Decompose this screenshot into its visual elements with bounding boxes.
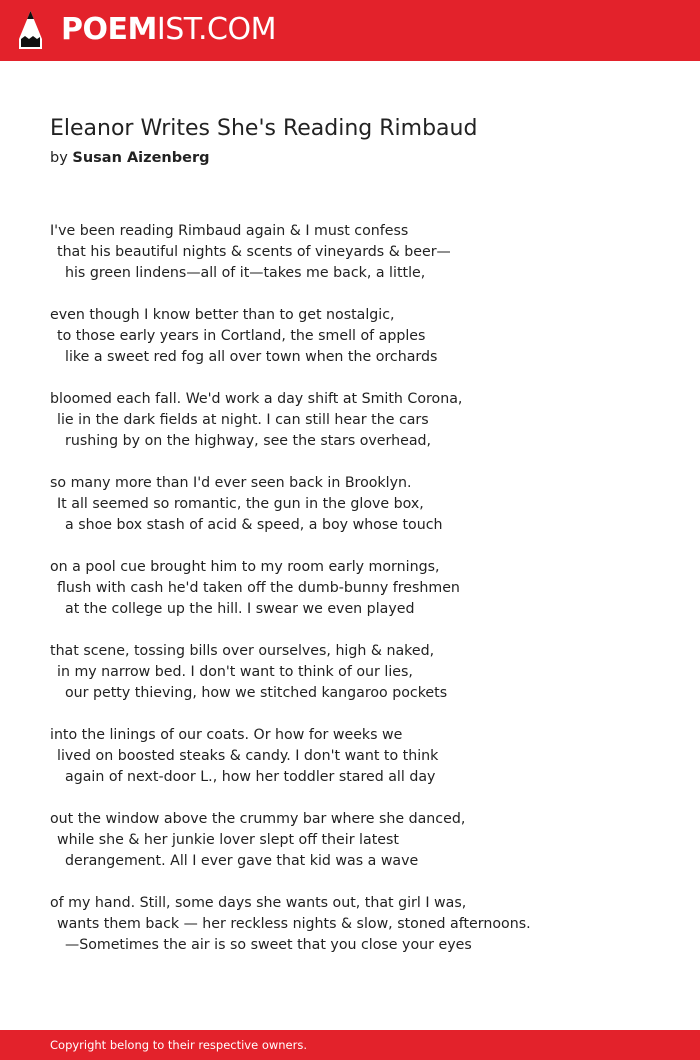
- byline-prefix: by: [50, 150, 68, 166]
- poem-line: to those early years in Cortland, the smell of apples: [57, 328, 426, 344]
- poem-title: Eleanor Writes She's Reading Rimbaud: [50, 116, 478, 141]
- stanza: [50, 893, 670, 956]
- poem-line: flush with cash he'd taken off the dumb-bunny freshmen: [57, 580, 460, 596]
- stanza: [50, 221, 670, 284]
- poem-line: while she & her junkie lover slept off their latest: [57, 832, 399, 848]
- poem-line: derangement. All I ever gave that kid was a wave: [65, 853, 419, 869]
- stanza: [50, 389, 670, 452]
- poem-line: his green lindens—all of it—takes me back, a little,: [65, 265, 426, 281]
- poem-line: of my hand. Still, some days she wants out, that girl I was,: [50, 895, 467, 911]
- poem-line: wants them back — her reckless nights & slow, stoned afternoons.: [57, 916, 531, 932]
- site-logo[interactable]: [61, 10, 276, 50]
- stanza: [50, 557, 670, 620]
- brand-rest-text: IST.COM: [156, 12, 276, 47]
- poem-line: lived on boosted steaks & candy. I don't want to think: [57, 748, 439, 764]
- poem-line: a shoe box stash of acid & speed, a boy whose touch: [65, 517, 443, 533]
- brand-bold-text: POEM: [61, 12, 157, 47]
- stanza: [50, 809, 670, 872]
- poem-line: It all seemed so romantic, the gun in the glove box,: [57, 496, 424, 512]
- poem-line: I've been reading Rimbaud again & I must confess: [50, 223, 409, 239]
- author-name[interactable]: Susan Aizenberg: [72, 150, 210, 166]
- poem-line: on a pool cue brought him to my room early mornings,: [50, 559, 440, 575]
- copyright-notice: Copyright belong to their respective owners.: [50, 1038, 308, 1052]
- poem-line: at the college up the hill. I swear we even played: [65, 601, 415, 617]
- poem-line: out the window above the crummy bar where she danced,: [50, 811, 466, 827]
- poem-body: [50, 221, 670, 977]
- poem-line: in my narrow bed. I don't want to think of our lies,: [57, 664, 413, 680]
- poem-line: again of next-door L., how her toddler stared all day: [65, 769, 436, 785]
- poem-line: lie in the dark fields at night. I can still hear the cars: [57, 412, 429, 428]
- pencil-tip-icon[interactable]: [17, 9, 44, 51]
- poem-line: that his beautiful nights & scents of vineyards & beer—: [57, 244, 451, 260]
- stanza: [50, 641, 670, 704]
- stanza: [50, 725, 670, 788]
- poem-line: bloomed each fall. We'd work a day shift at Smith Corona,: [50, 391, 463, 407]
- site-footer: [0, 1030, 700, 1060]
- site-header: [0, 0, 700, 61]
- poem-line: like a sweet red fog all over town when the orchards: [65, 349, 438, 365]
- poem-line: rushing by on the highway, see the stars overhead,: [65, 433, 432, 449]
- poem-line: so many more than I'd ever seen back in Brooklyn.: [50, 475, 412, 491]
- stanza: [50, 305, 670, 368]
- poem-line: into the linings of our coats. Or how for weeks we: [50, 727, 403, 743]
- poem-line: even though I know better than to get nostalgic,: [50, 307, 395, 323]
- poem-line: that scene, tossing bills over ourselves, high & naked,: [50, 643, 435, 659]
- poem-line: —Sometimes the air is so sweet that you close your eyes: [65, 937, 472, 953]
- stanza: [50, 473, 670, 536]
- poem-line: our petty thieving, how we stitched kangaroo pockets: [65, 685, 448, 701]
- byline: [50, 150, 210, 166]
